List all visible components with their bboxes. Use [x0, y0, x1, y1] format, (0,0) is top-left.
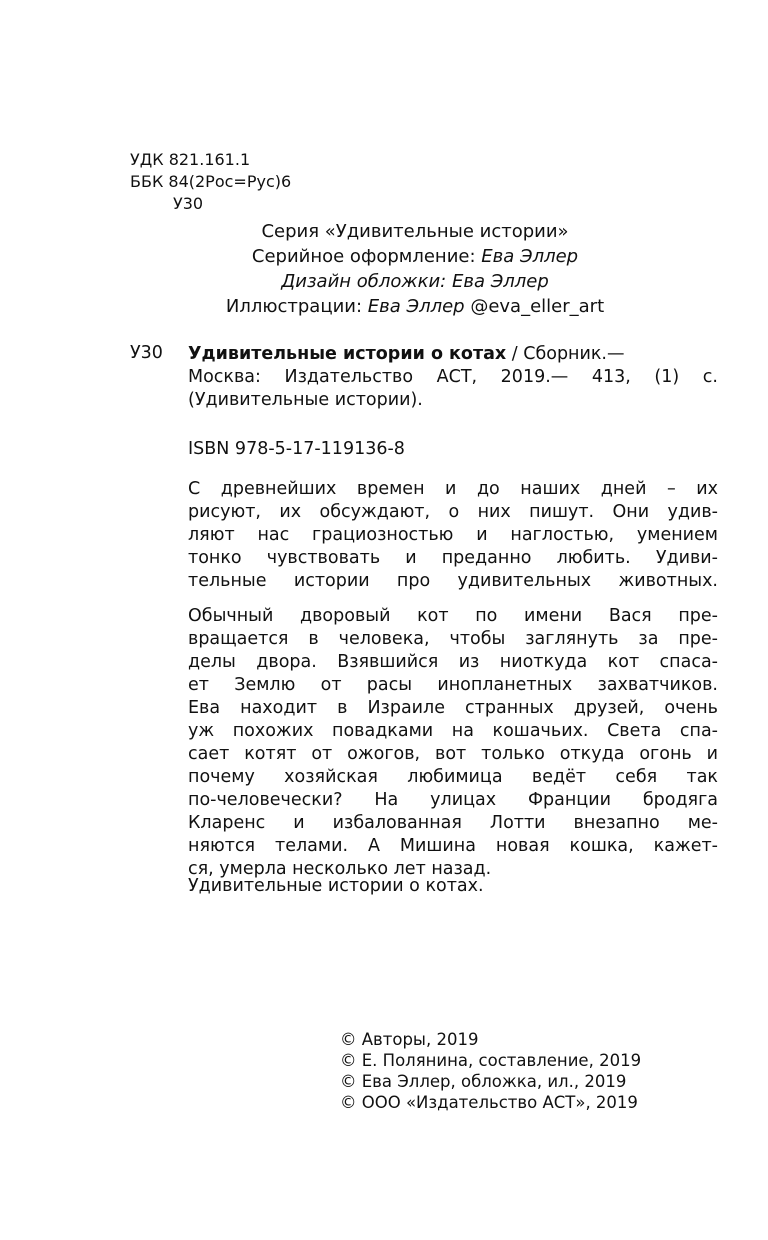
annotation-paragraph-3: Удивительные истории о котах.	[188, 876, 484, 896]
text-line: тонко чувствовать и преданно любить. Удиви-	[188, 548, 718, 568]
bib-type: / Сборник.—	[506, 344, 625, 364]
series-line: Серия «Удивительные истории»	[261, 221, 569, 242]
bib-code: У30	[130, 343, 163, 363]
handle: @eva_eller_art	[470, 296, 605, 317]
copyright-line: © ООО «Издательство АСТ», 2019	[340, 1093, 638, 1112]
bib-line-2: Москва: Издательство АСТ, 2019.— 413, (1) с.	[188, 367, 718, 387]
text-line: сает котят от ожогов, вот только откуда огонь и	[188, 744, 718, 764]
bib-line-1	[188, 343, 718, 366]
text-line: делы двора. Взявшийся из ниоткуда кот спаса-	[188, 652, 718, 672]
text-line: Кларенс и избалованная Лотти внезапно ме-	[188, 813, 718, 833]
label: Иллюстрации:	[225, 296, 363, 317]
label: Серийное оформление:	[251, 246, 476, 267]
text-line: няются телами. А Мишина новая кошка, кажет-	[188, 836, 718, 856]
name: Ева Эллер	[367, 296, 465, 317]
text-line: вращается в человека, чтобы заглянуть за пре-	[188, 629, 718, 649]
text-line: Ева находит в Израиле странных друзей, очень	[188, 698, 718, 718]
copyright-line: © Авторы, 2019	[340, 1030, 479, 1049]
copyright-line: © Е. Полянина, составление, 2019	[340, 1051, 642, 1070]
copyright-line: © Ева Эллер, обложка, ил., 2019	[340, 1072, 627, 1091]
bbk-code: ББК 84(2Рос=Рус)6	[130, 172, 292, 191]
udk-code: УДК 821.161.1	[130, 150, 251, 169]
text-line: почему хозяйская любимица ведёт себя так	[188, 767, 718, 787]
isbn: ISBN 978-5-17-119136-8	[188, 439, 405, 459]
text-line: С древнейших времен и до наших дней – их	[188, 479, 718, 499]
bib-title: Удивительные истории о котах	[188, 344, 507, 364]
illustrations-line	[130, 294, 700, 319]
cover-design-line	[130, 269, 700, 294]
text-line: по-человечески? На улицах Франции бродяга	[188, 790, 718, 810]
name: Ева Эллер	[481, 246, 579, 267]
bib-line-3: (Удивительные истории).	[188, 390, 423, 410]
text-line: ляют нас грациозностью и наглостью, умением	[188, 525, 718, 545]
text-line: тельные истории про удивительных животных.	[188, 571, 718, 591]
text-line: ся, умерла несколько лет назад.	[188, 859, 492, 879]
text-line: рисуют, их обсуждают, о них пишут. Они удив-	[188, 502, 718, 522]
text-line: уж похожих повадками на кошачьих. Света спа-	[188, 721, 718, 741]
text-line: Обычный дворовый кот по имени Вася пре-	[188, 606, 718, 626]
series-design-line	[130, 244, 700, 269]
author-mark: У30	[173, 194, 204, 213]
cover-text: Дизайн обложки: Ева Эллер	[281, 271, 549, 292]
text-line: ет Землю от расы инопланетных захватчиков.	[188, 675, 718, 695]
